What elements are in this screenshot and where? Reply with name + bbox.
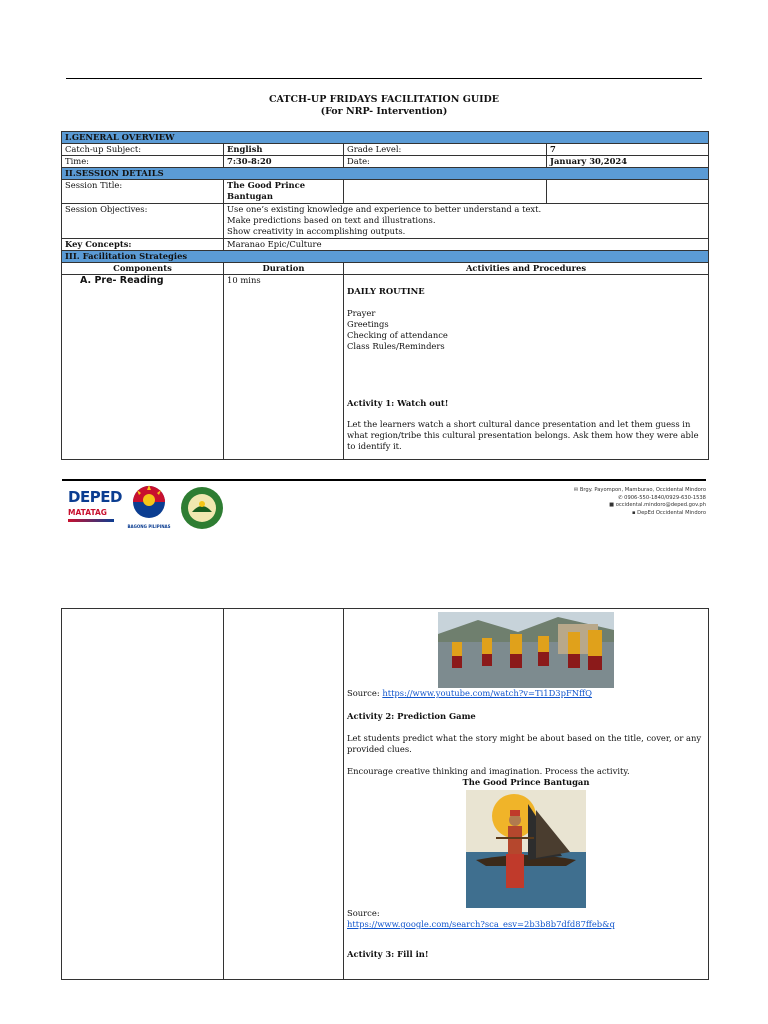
col-activities: Activities and Procedures [344, 263, 709, 275]
phone-icon: ✆ [618, 494, 625, 501]
date-value: January 30,2024 [547, 156, 709, 168]
contact-block [574, 487, 706, 517]
bagong-pilipinas-logo [122, 482, 176, 529]
subject-value: English [224, 144, 344, 156]
objective-item: Make predictions based on text and illustrations. [227, 215, 436, 225]
empty-cell [62, 609, 224, 980]
source-line-1: Source: https://www.youtube.com/watch?v=Ti1D3pFNffQ [347, 688, 592, 698]
activity3-heading: Activity 3: Fill in! [347, 949, 429, 959]
key-concepts-label: Key Concepts: [62, 239, 224, 251]
facilitation-band: III. Facilitation Strategies [62, 251, 709, 263]
facilitation-table-continued [61, 608, 709, 980]
general-overview-band: I.GENERAL OVERVIEW [62, 132, 709, 144]
activities-cell [344, 275, 709, 460]
empty-cell [547, 180, 709, 204]
division-seal-icon [180, 486, 224, 530]
objectives-label: Session Objectives: [62, 204, 224, 239]
session-title-value: The Good Prince Bantugan [224, 180, 344, 204]
source-link-google[interactable]: https://www.google.com/search?sca_esv=2b3b8b7dfd87ffeb&q [347, 919, 615, 929]
deped-logo [68, 488, 122, 522]
time-label: Time: [62, 156, 224, 168]
logo-stripe [68, 519, 114, 522]
col-components: Components [62, 263, 224, 275]
page-footer [62, 480, 706, 530]
empty-cell [344, 180, 547, 204]
routine-heading: DAILY ROUTINE [347, 286, 425, 296]
component-pre-reading: A. Pre- Reading [62, 275, 224, 460]
bagong-pilipinas-text: BAGONG PILIPINAS [127, 524, 171, 529]
subject-label: Catch-up Subject: [62, 144, 224, 156]
activity1-text: Let the learners watch a short cultural dance presentation and let them guess in what region/tribe this cultural presentation belongs. Ask them how they were able to identify it. [347, 419, 699, 451]
facilitation-table [61, 131, 709, 460]
story-title: The Good Prince Bantugan [462, 777, 590, 787]
activity2-text: Let students predict what the story might be about based on the title, cover, or any provided clues. [347, 733, 702, 754]
source-label-2: Source: [347, 908, 380, 918]
cultural-dance-photo [438, 612, 614, 688]
address-line: ✉ Brgy. Payompon, Mamburao, Occidental Mindoro [573, 487, 706, 493]
document-title: CATCH-UP FRIDAYS FACILITATION GUIDE [268, 94, 500, 105]
routine-item: Checking of attendance [347, 330, 448, 340]
grade-label: Grade Level: [344, 144, 547, 156]
activity2-heading: Activity 2: Prediction Game [347, 711, 476, 721]
objective-item: Show creativity in accomplishing outputs. [227, 226, 406, 236]
routine-item: Greetings [347, 319, 389, 329]
prince-bantugan-illustration [466, 790, 586, 908]
routine-item: Prayer [347, 308, 376, 318]
document-subtitle: (For NRP- Intervention) [320, 106, 448, 117]
objective-item: Use one’s existing knowledge and experience to better understand a text. [227, 204, 542, 214]
col-duration: Duration [224, 263, 344, 275]
division-seal [180, 486, 224, 534]
session-title-label: Session Title: [62, 180, 224, 204]
bagong-pilipinas-emblem-icon [129, 482, 169, 520]
activity1-heading: Activity 1: Watch out! [347, 398, 449, 408]
source-link-youtube[interactable]: https://www.youtube.com/watch?v=Ti1D3pFNffQ [382, 688, 592, 698]
email-line: ■ occidental.mindoro@deped.gov.ph [609, 502, 706, 508]
phone-line: ✆ 0906-550-1840/0929-630-1538 [618, 494, 706, 501]
duration-value: 10 mins [224, 275, 344, 460]
time-value: 7:30-8:20 [224, 156, 344, 168]
facebook-icon: ▪ [631, 509, 638, 516]
header-rule [66, 78, 702, 79]
key-concepts-value: Maranao Epic/Culture [224, 239, 709, 251]
activities-cell-continued [344, 609, 709, 980]
facebook-line: ▪ DepEd Occidental Mindoro [631, 509, 706, 516]
date-label: Date: [344, 156, 547, 168]
email-icon: ■ [609, 502, 616, 508]
session-details-band: II.SESSION DETAILS [62, 168, 709, 180]
empty-cell [224, 609, 344, 980]
grade-value: 7 [547, 144, 709, 156]
encourage-text: Encourage creative thinking and imagination. Process the activity. [347, 766, 630, 776]
deped-wordmark: DEPED [68, 488, 122, 506]
routine-item: Class Rules/Reminders [347, 341, 445, 351]
location-icon: ✉ [573, 487, 580, 493]
matatag-wordmark: MATATAG [68, 508, 107, 517]
objectives-list [224, 204, 709, 239]
